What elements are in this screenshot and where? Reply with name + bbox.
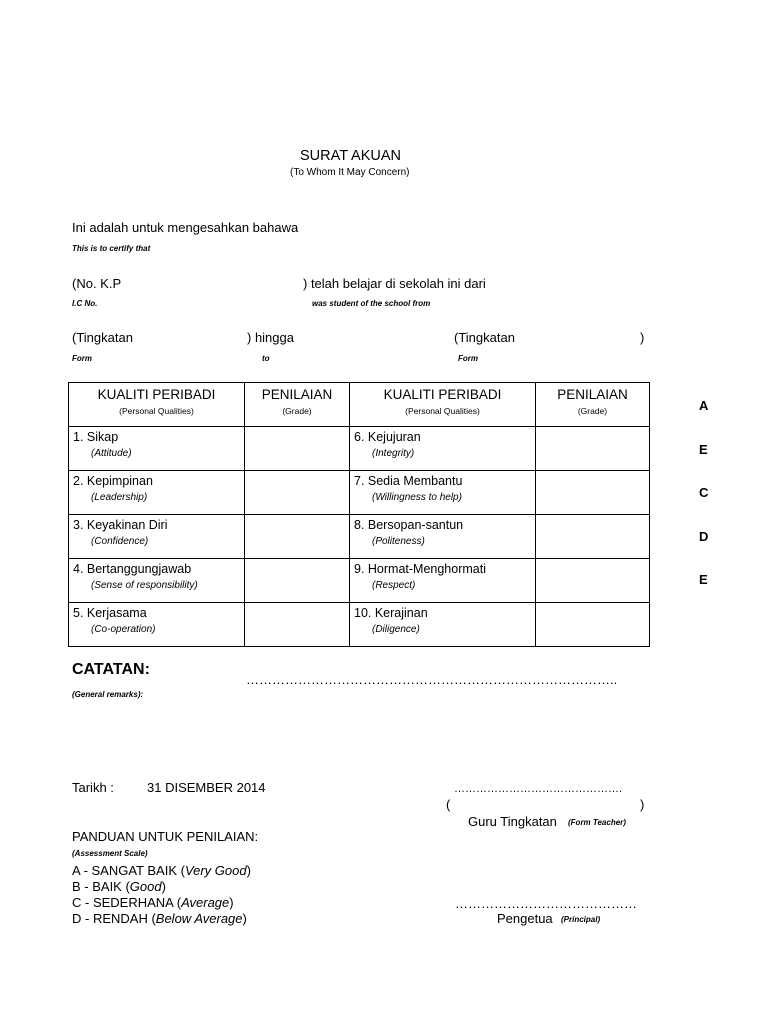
remarks-label: CATATAN: <box>72 661 150 678</box>
side-letter: A <box>699 398 709 413</box>
grade-cell[interactable] <box>536 603 650 647</box>
table-row <box>69 471 650 515</box>
certify-malay: Ini adalah untuk mengesahkan bahawa <box>72 220 299 235</box>
grade-cell[interactable] <box>245 515 350 559</box>
date-label: Tarikh : <box>72 780 114 795</box>
quality-cell: 2. Kepimpinan (Leadership) <box>69 471 245 515</box>
table-row <box>69 427 650 471</box>
remarks-english: (General remarks): <box>72 690 144 699</box>
header-grade-1: PENILAIAN (Grade) <box>245 383 350 427</box>
form-label-2: Form <box>458 354 478 363</box>
guide-title: PANDUAN UNTUK PENILAIAN: <box>72 829 259 844</box>
grade-cell[interactable] <box>536 559 650 603</box>
qualities-table <box>68 382 650 647</box>
quality-cell: 6. Kejujuran (Integrity) <box>350 427 536 471</box>
ic-close: ) telah belajar di sekolah ini dari <box>303 276 486 291</box>
certify-english: This is to certify that <box>72 244 151 253</box>
side-letter: E <box>699 442 708 457</box>
grade-cell[interactable] <box>245 471 350 515</box>
quality-cell: 10. Kerajinan (Diligence) <box>350 603 536 647</box>
document-title: SURAT AKUAN <box>300 148 401 164</box>
remarks-dots[interactable]: ………………………………………………………………………….. <box>246 672 618 687</box>
header-qualities-1: KUALITI PERIBADI (Personal Qualities) <box>69 383 245 427</box>
scale-item-a: A - SANGAT BAIK (Very Good) <box>72 863 251 878</box>
scale-item-b: B - BAIK (Good) <box>72 879 166 894</box>
header-grade-2: PENILAIAN (Grade) <box>536 383 650 427</box>
principal-english: (Principal) <box>561 915 601 924</box>
tingkatan-close: ) <box>640 330 645 345</box>
form-teacher-open: ( <box>446 797 451 812</box>
grade-cell[interactable] <box>536 471 650 515</box>
quality-cell: 9. Hormat-Menghormati (Respect) <box>350 559 536 603</box>
form-teacher-label: Guru Tingkatan <box>468 814 557 829</box>
quality-cell: 1. Sikap (Attitude) <box>69 427 245 471</box>
form-teacher-close: ) <box>640 797 645 812</box>
side-letter: D <box>699 529 709 544</box>
tingkatan-to: (Tingkatan <box>454 330 515 345</box>
guide-english: (Assessment Scale) <box>72 849 148 858</box>
side-letter: C <box>699 485 709 500</box>
ic-open: (No. K.P <box>72 276 122 291</box>
form-teacher-dots[interactable]: ………………………………………. <box>454 783 623 795</box>
quality-cell: 3. Keyakinan Diri (Confidence) <box>69 515 245 559</box>
form-teacher-english: (Form Teacher) <box>568 818 626 827</box>
principal-label: Pengetua <box>497 911 553 926</box>
grade-cell[interactable] <box>536 515 650 559</box>
scale-item-d: D - RENDAH (Below Average) <box>72 911 247 926</box>
quality-cell: 5. Kerjasama (Co-operation) <box>69 603 245 647</box>
date-value: 31 DISEMBER 2014 <box>147 780 266 795</box>
scale-item-c: C - SEDERHANA (Average) <box>72 895 234 910</box>
grade-cell[interactable] <box>245 427 350 471</box>
hingga-label: ) hingga <box>247 330 294 345</box>
quality-cell: 7. Sedia Membantu (Willingness to help) <box>350 471 536 515</box>
table-row <box>69 559 650 603</box>
grade-cell[interactable] <box>536 427 650 471</box>
ic-label: I.C No. <box>72 299 98 308</box>
header-qualities-2: KUALITI PERIBADI (Personal Qualities) <box>350 383 536 427</box>
grade-cell[interactable] <box>245 603 350 647</box>
table-row <box>69 515 650 559</box>
table-header-row <box>69 383 650 427</box>
quality-cell: 4. Bertanggungjawab (Sense of responsibility) <box>69 559 245 603</box>
was-student-label: was student of the school from <box>312 299 431 308</box>
tingkatan-from: (Tingkatan <box>72 330 133 345</box>
side-letter: E <box>699 572 708 587</box>
quality-cell: 8. Bersopan-santun (Politeness) <box>350 515 536 559</box>
grade-cell[interactable] <box>245 559 350 603</box>
table-row <box>69 603 650 647</box>
to-label: to <box>262 354 270 363</box>
principal-dots[interactable]: …………………………………… <box>455 896 637 911</box>
document-subtitle: (To Whom It May Concern) <box>290 167 410 178</box>
form-label-1: Form <box>72 354 92 363</box>
